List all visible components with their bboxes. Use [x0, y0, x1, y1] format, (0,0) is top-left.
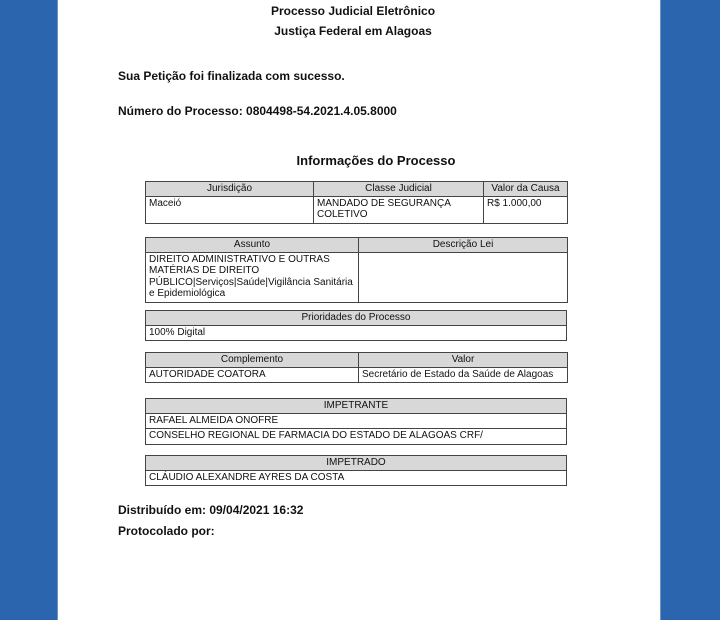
cell-prioridade: 100% Digital [146, 325, 567, 341]
process-number: Número do Processo: 0804498-54.2021.4.05.8000 [118, 104, 397, 118]
col-header-classe-judicial: Classe Judicial [314, 182, 484, 197]
col-header-prioridades: Prioridades do Processo [146, 311, 567, 326]
table-row [146, 325, 567, 341]
col-header-impetrado: IMPETRADO [146, 456, 567, 471]
process-info-table [145, 181, 568, 224]
section-title-informacoes: Informações do Processo [296, 153, 456, 168]
col-header-assunto: Assunto [146, 238, 359, 253]
subject-table [145, 237, 568, 303]
cell-impetrante-2: CONSELHO REGIONAL DE FARMACIA DO ESTADO DE ALAGOAS CRF/ [146, 429, 567, 445]
success-message: Sua Petição foi finalizada com sucesso. [118, 69, 345, 83]
col-header-complemento: Complemento [146, 353, 359, 368]
table-row [146, 252, 568, 302]
priorities-table [145, 310, 567, 341]
app-title: Processo Judicial Eletrônico [270, 4, 436, 18]
right-blue-margin-panel [660, 0, 720, 620]
cell-impetrado-1: CLÁUDIO ALEXANDRE AYRES DA COSTA [146, 470, 567, 486]
table-row [146, 413, 567, 429]
table-header-row [146, 182, 568, 197]
col-header-valor-da-causa: Valor da Causa [484, 182, 568, 197]
col-header-descricao-lei: Descrição Lei [359, 238, 568, 253]
cell-impetrante-1: RAFAEL ALMEIDA ONOFRE [146, 413, 567, 429]
cell-valor-da-causa: R$ 1.000,00 [484, 196, 568, 223]
court-subtitle: Justiça Federal em Alagoas [274, 24, 432, 38]
table-row [146, 367, 568, 383]
cell-assunto: DIREITO ADMINISTRATIVO E OUTRAS MATÉRIAS DE DIREITO PÚBLICO|Serviços|Saúde|Vigilância Sanitária e Epidemiológica [146, 252, 359, 302]
table-row [146, 470, 567, 486]
col-header-valor: Valor [359, 353, 568, 368]
table-row [146, 429, 567, 445]
cell-descricao-lei [359, 252, 568, 302]
impetrado-table [145, 455, 567, 486]
table-header-row [146, 353, 568, 368]
distributed-timestamp: Distribuído em: 09/04/2021 16:32 [118, 503, 304, 517]
cell-classe-judicial: MANDADO DE SEGURANÇA COLETIVO [314, 196, 484, 223]
col-header-impetrante: IMPETRANTE [146, 399, 567, 414]
left-blue-margin-panel [0, 0, 58, 620]
table-header-row [146, 311, 567, 326]
complement-table [145, 352, 568, 383]
table-row [146, 196, 568, 223]
cell-valor: Secretário de Estado da Saúde de Alagoas [359, 367, 568, 383]
col-header-jurisdicao: Jurisdição [146, 182, 314, 197]
table-header-row [146, 456, 567, 471]
cell-jurisdicao: Maceió [146, 196, 314, 223]
table-header-row [146, 238, 568, 253]
cell-complemento: AUTORIDADE COATORA [146, 367, 359, 383]
impetrante-table [145, 398, 567, 445]
protocol-by-label: Protocolado por: [118, 524, 215, 538]
table-header-row [146, 399, 567, 414]
